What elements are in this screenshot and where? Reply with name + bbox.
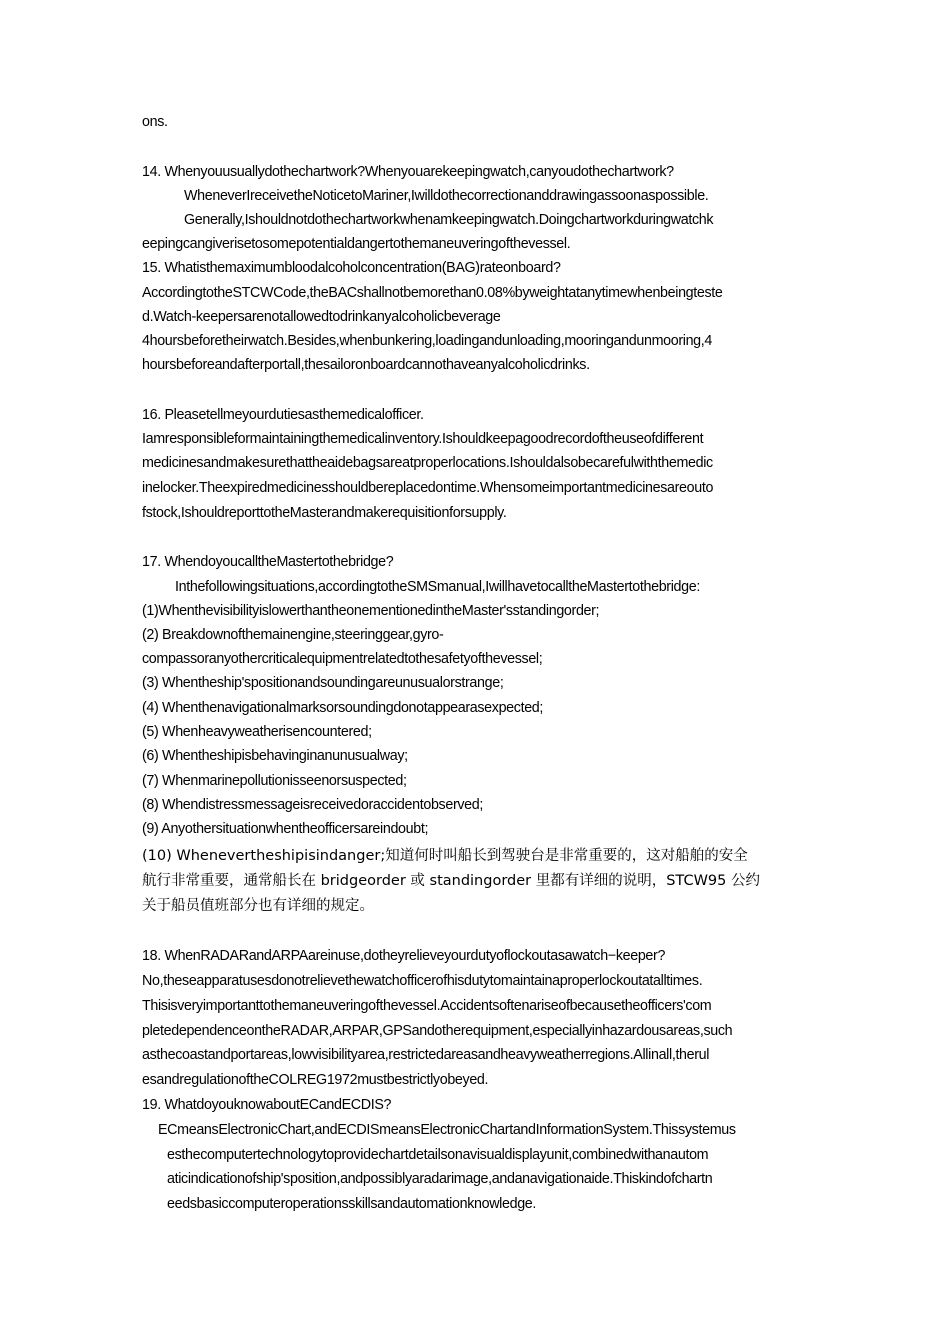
text-line: esandregulationoftheCOLREG1972mustbestrictlyobeyed. xyxy=(142,1072,489,1088)
text-line: Thisisveryimportanttothemaneuveringofthevessel.Accidentsoftenariseofbecausetheofficers'com xyxy=(142,998,712,1014)
text-line: 16. Pleasetellmeyourdutiesasthemedicalofficer. xyxy=(142,407,424,423)
text-line: 15. Whatisthemaximumbloodalcoholconcentration(BAG)rateonboard? xyxy=(142,260,561,276)
text-line: (5) Whenheavyweatherisencountered; xyxy=(142,724,372,740)
text-line: 14. Whenyouusuallydothechartwork?Whenyouarekeepingwatch,canyoudothechartwork? xyxy=(142,164,674,180)
text-line: compassoranyothercriticalequipmentrelatedtothesafetyofthevessel; xyxy=(142,651,543,667)
text-line: d.Watch-keepersarenotallowedtodrinkanyalcoholicbeverage xyxy=(142,309,501,325)
text-line: (1)WhenthevisibilityislowerthantheonementionedintheMaster'sstandingorder; xyxy=(142,603,600,619)
text-line: eedsbasiccomputeroperationsskillsandautomationknowledge. xyxy=(167,1196,537,1212)
text-line: 关于船员值班部分也有详细的规定。 xyxy=(142,898,374,914)
text-line: (10) Whenevertheshipisindanger;知道何时叫船长到驾驶台是非常重要的，这对船舶的安全 xyxy=(142,848,748,864)
text-line: ECmeansElectronicChart,andECDISmeansElectronicChartandInformationSystem.Thissystemus xyxy=(158,1122,736,1138)
text-line: (8) Whendistressmessageisreceivedoraccidentobserved; xyxy=(142,797,483,813)
text-line: (9) Anyothersituationwhentheofficersareindoubt; xyxy=(142,821,429,837)
text-line: medicinesandmakesurethattheaidebagsareatproperlocations.Ishouldalsobecarefulwiththemedic xyxy=(142,455,713,471)
text-line: fstock,IshouldreporttotheMasterandmakerequisitionforsupply. xyxy=(142,505,507,521)
text-line: (3) Whentheship'spositionandsoundingareunusualorstrange; xyxy=(142,675,504,691)
text-line: 4hoursbeforetheirwatch.Besides,whenbunkering,loadingandunloading,mooringandunmooring,4 xyxy=(142,333,712,349)
text-line: aticindicationofship'sposition,andpossiblyaradarimage,andanavigationaide.Thiskindofchartn xyxy=(167,1171,713,1187)
text-line: esthecomputertechnologytoprovidechartdetailsonavisualdisplayunit,combinedwithanautom xyxy=(167,1147,709,1163)
text-line: Generally,Ishouldnotdothechartworkwhenamkeepingwatch.Doingchartworkduringwatchk xyxy=(184,212,714,228)
text-line: Inthefollowingsituations,accordingtotheSMSmanual,IwillhavetocalltheMastertothebridge: xyxy=(175,579,700,595)
text-line: asthecoastandportareas,lowvisibilityarea,restrictedareasandheavyweatherregions.Allinall,therul xyxy=(142,1047,710,1063)
text-line: 航行非常重要，通常船长在 bridgeorder 或 standingorder 里都有详细的说明，STCW95 公约 xyxy=(142,873,760,889)
text-line: inelocker.Theexpiredmedicinesshouldbereplacedontime.Whensomeimportantmedicinesareouto xyxy=(142,480,714,496)
text-line: (7) Whenmarinepollutionisseenorsuspected; xyxy=(142,773,407,789)
text-line: WheneverIreceivetheNoticetoMariner,Iwilldothecorrectionanddrawingassoonaspossible. xyxy=(184,188,709,204)
text-line: No,theseapparatusesdonotrelievethewatchofficerofhisdutytomaintainaproperlockoutatalltimes. xyxy=(142,973,703,989)
text-line: pletedependenceontheRADAR,ARPAR,GPSandotherequipment,especiallyinhazardousareas,such xyxy=(142,1023,733,1039)
text-line: ons. xyxy=(142,114,168,130)
text-line: (4) Whenthenavigationalmarksorsoundingdonotappearasexpected; xyxy=(142,700,544,716)
text-line: AccordingtotheSTCWCode,theBACshallnotbemorethan0.08%byweightatanytimewhenbeingteste xyxy=(142,285,723,301)
text-line: 17. WhendoyoucalltheMastertothebridge? xyxy=(142,554,394,570)
text-line: hoursbeforeandafterportall,thesailoronboardcannothaveanyalcoholicdrinks. xyxy=(142,357,590,373)
text-line: (6) Whentheshipisbehavinginanunusualway; xyxy=(142,748,408,764)
text-line: 19. WhatdoyouknowaboutECandECDIS? xyxy=(142,1097,392,1113)
text-line: 18. WhenRADARandARPAareinuse,dotheyrelieveyourdutyoflockoutasawatch−keeper? xyxy=(142,948,666,964)
text-line: eepingcangiverisetosomepotentialdangertothemaneuveringofthevessel. xyxy=(142,236,571,252)
text-line: (2) Breakdownofthemainengine,steeringgear,gyro- xyxy=(142,627,444,643)
text-line: Iamresponsibleformaintainingthemedicalinventory.Ishouldkeepagoodrecordoftheuseofdifferent xyxy=(142,431,704,447)
